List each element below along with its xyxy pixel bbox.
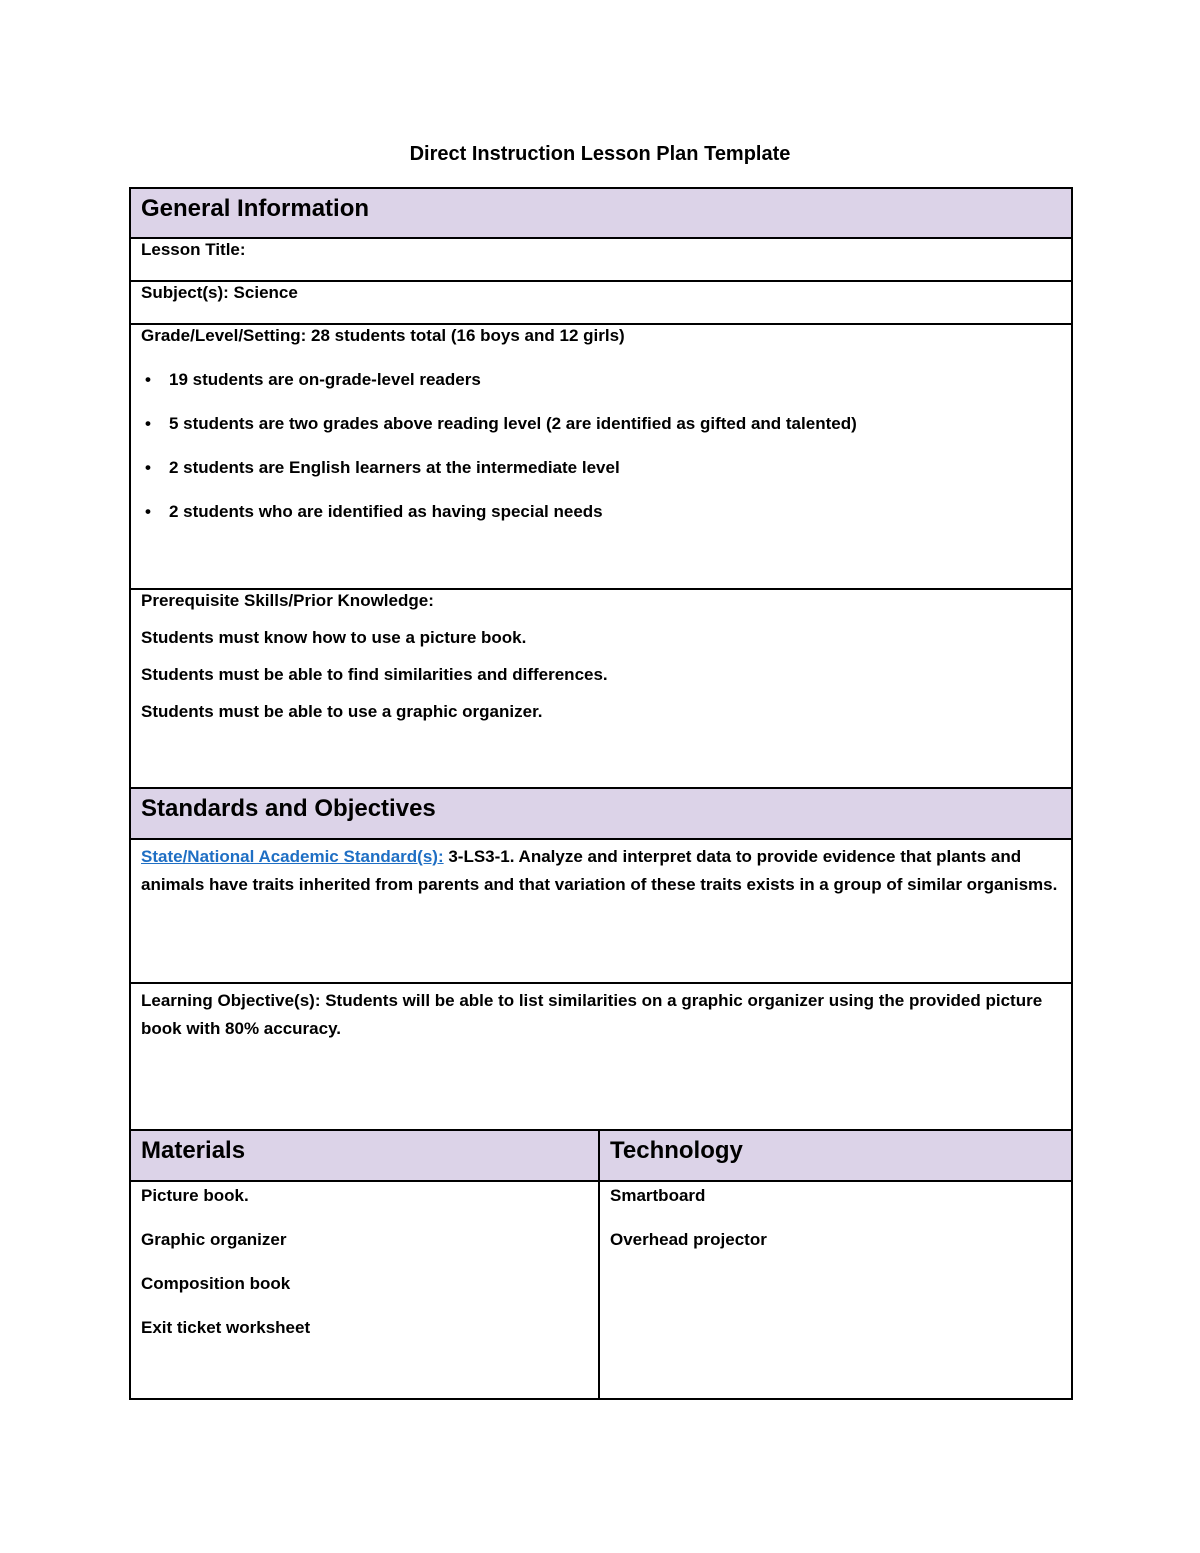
list-item: • 2 students who are identified as having special needs bbox=[169, 501, 1061, 523]
prerequisite-line: Students must be able to use a graphic organizer. bbox=[141, 702, 543, 721]
learning-objective: Learning Objective(s): Students will be able to list similarities on a graphic organizer using the provided picture book with 80% accuracy. bbox=[130, 983, 1072, 1130]
prerequisite-line: Students must be able to find similarities and differences. bbox=[141, 665, 608, 684]
list-item: Exit ticket worksheet bbox=[141, 1318, 311, 1337]
list-item: • 19 students are on-grade-level readers bbox=[169, 369, 1061, 391]
student-breakdown-list bbox=[141, 369, 1061, 523]
subjects-row bbox=[130, 281, 1072, 324]
materials-header: Materials bbox=[130, 1130, 599, 1181]
list-item: Composition book bbox=[141, 1274, 291, 1293]
materials-list bbox=[130, 1181, 599, 1399]
academic-standard-link[interactable]: State/National Academic Standard(s): bbox=[141, 847, 444, 866]
standard-row bbox=[130, 839, 1072, 983]
standard-text: 3-LS3-1. Analyze and interpret data to provide evidence that plants and animals have traits inherited from parents and that variation of these traits exists in a group of similar organisms. bbox=[141, 847, 1058, 894]
list-item: Graphic organizer bbox=[141, 1230, 287, 1249]
lesson-title-row bbox=[130, 238, 1072, 281]
list-item: • 5 students are two grades above reading level (2 are identified as gifted and talented) bbox=[169, 413, 1061, 435]
document-title: Direct Instruction Lesson Plan Template bbox=[409, 143, 791, 165]
subjects-field: Subject(s): Science bbox=[130, 281, 1072, 324]
grade-level-row bbox=[130, 324, 1072, 589]
materials-technology-row bbox=[130, 1181, 1072, 1399]
lesson-plan-table bbox=[129, 187, 1073, 1400]
technology-header: Technology bbox=[599, 1130, 1072, 1181]
technology-list bbox=[599, 1181, 1072, 1399]
list-item: • 2 students are English learners at the intermediate level bbox=[169, 457, 1061, 479]
list-item: Smartboard bbox=[610, 1186, 706, 1205]
standards-header-row bbox=[130, 788, 1072, 839]
standard-cell bbox=[130, 839, 1072, 983]
prerequisite-label: Prerequisite Skills/Prior Knowledge: bbox=[141, 591, 434, 610]
lesson-title-field: Lesson Title: bbox=[130, 238, 1072, 281]
prerequisite-cell bbox=[130, 589, 1072, 788]
grade-level-cell bbox=[130, 324, 1072, 589]
standards-objectives-header: Standards and Objectives bbox=[130, 788, 1072, 839]
list-item: Picture book. bbox=[141, 1186, 249, 1205]
materials-technology-header-row bbox=[130, 1130, 1072, 1181]
prerequisite-row bbox=[130, 589, 1072, 788]
learning-objective-row bbox=[130, 983, 1072, 1130]
grade-level-setting: Grade/Level/Setting: 28 students total (16 boys and 12 girls) bbox=[141, 326, 625, 345]
prerequisite-line: Students must know how to use a picture book. bbox=[141, 628, 527, 647]
general-information-header: General Information bbox=[130, 188, 1072, 238]
general-information-header-row bbox=[130, 188, 1072, 238]
list-item: Overhead projector bbox=[610, 1230, 767, 1249]
